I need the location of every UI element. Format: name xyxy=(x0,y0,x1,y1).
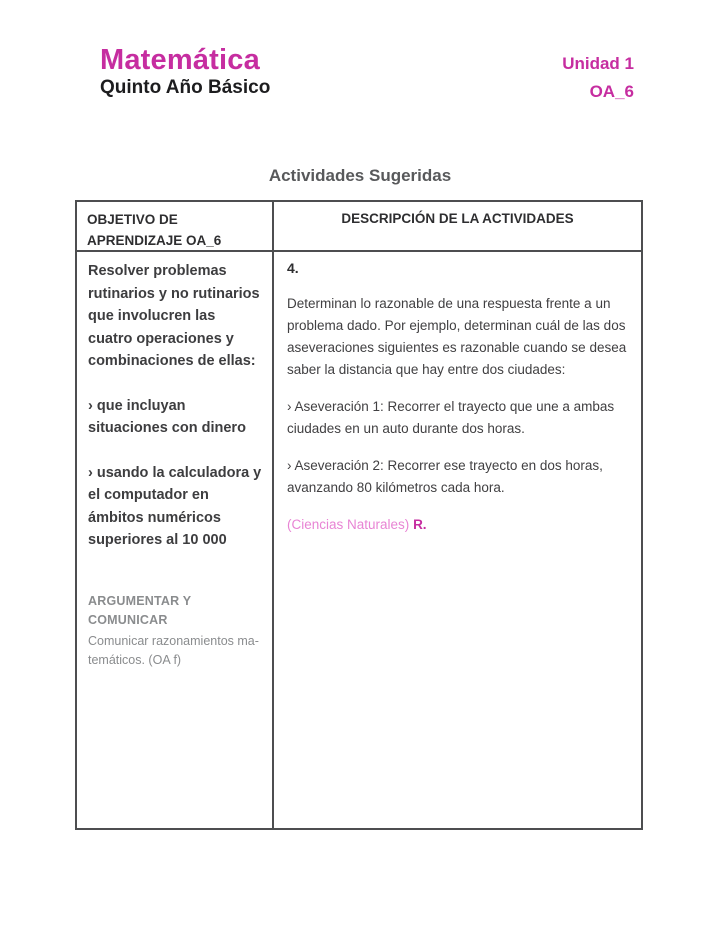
unit-label: Unidad 1 xyxy=(562,54,634,73)
objective-cell xyxy=(77,252,274,828)
column-header-objective: OBJETIVO DE APRENDIZAJE OA_6 xyxy=(77,202,274,252)
activities-table xyxy=(75,200,643,830)
document-title: Matemática xyxy=(100,44,260,76)
activity-number: 4. xyxy=(287,260,299,276)
document-header-right xyxy=(562,52,634,104)
activity-cell xyxy=(274,252,641,828)
oa-code: OA_6 xyxy=(589,82,634,101)
skill-note-title: ARGUMENTAR Y COMUNICAR xyxy=(88,593,192,627)
activity-statement-2: › Aseveración 2: Recorrer ese trayecto en dos horas, avanzando 80 kilómetros cada hora. xyxy=(287,458,603,495)
section-title: Actividades Sugeridas xyxy=(268,166,452,185)
objective-intro: Resolver problemas rutinarios y no rutinarios que involucren las cuatro operaciones y combinaciones de ellas: xyxy=(88,263,260,369)
objective-bullet-money: › que incluyan situaciones con dinero xyxy=(88,397,246,436)
skill-note-body: Comunicar razonamientos ma-temáticos. (OA f) xyxy=(88,633,259,667)
activity-statement-1: › Aseveración 1: Recorrer el trayecto que une a ambas ciudades en un auto durante dos horas. xyxy=(287,399,615,436)
objective-bullet-calculator: › usando la calculadora y el computador en ámbitos numéricos superiores al 10 000 xyxy=(88,464,262,548)
subject-tag-text: (Ciencias Naturales) xyxy=(287,517,410,532)
document-header-left xyxy=(100,44,270,100)
activity-description: Determinan lo razonable de una respuesta frente a un problema dado. Por ejemplo, determinan cuál de las dos aseveraciones siguientes es razonable cuando se desea saber la distancia que hay entre dos ciudades: xyxy=(287,296,627,377)
document-subtitle: Quinto Año Básico xyxy=(100,77,271,98)
column-header-description: DESCRIPCIÓN DE LA ACTIVIDADES xyxy=(274,202,641,252)
subject-tag xyxy=(287,514,629,536)
skill-note xyxy=(88,592,262,670)
subject-tag-suffix: R. xyxy=(413,517,427,532)
